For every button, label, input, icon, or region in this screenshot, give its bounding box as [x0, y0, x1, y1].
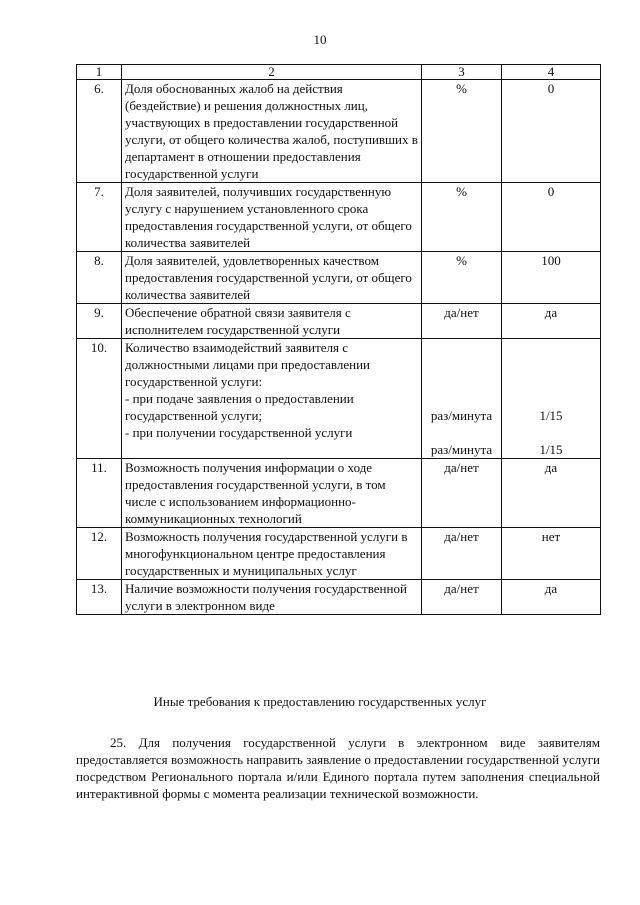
indicators-table — [76, 64, 601, 615]
indicator-subitem: - при получении государственной услуги — [125, 425, 353, 440]
column-header: 3 — [422, 65, 502, 80]
table-row — [77, 304, 601, 339]
indicator-unit: да/нет — [422, 459, 502, 528]
paragraph-25: 25. Для получения государственной услуги в электронном виде заявителям предоставляется возможность направить заявление о предоставлении государственной услуги посредством Регионального портала и/или Единого портала путем заполнения специальной интерактивной формы с момента реализации технической возможности. — [76, 735, 600, 801]
indicator-value: 0 — [502, 183, 601, 252]
row-number: 6. — [77, 80, 122, 183]
indicator-value — [502, 339, 601, 459]
indicator-unit: да/нет — [422, 580, 502, 615]
indicator-text: Возможность получения информации о ходе предоставления государственной услуги, в том числе с использованием информационно-коммуникационных технологий — [122, 459, 422, 528]
indicator-value: да — [502, 304, 601, 339]
page-number: 10 — [313, 32, 327, 47]
row-number: 10. — [77, 339, 122, 459]
subitem-value: 1/15 — [539, 408, 563, 423]
column-header: 2 — [122, 65, 422, 80]
row-number: 9. — [77, 304, 122, 339]
table-row — [77, 80, 601, 183]
indicator-text — [122, 339, 422, 459]
indicator-text: Доля заявителей, получивших государственную услугу с нарушением установленного срока предоставления государственной услуги, от общего количества заявителей — [122, 183, 422, 252]
section-heading: Иные требования к предоставлению государственных услуг — [153, 694, 487, 709]
indicator-subitem: - при подаче заявления о предоставлении государственной услуги; — [125, 391, 354, 423]
indicator-value: нет — [502, 528, 601, 580]
indicator-value: 100 — [502, 252, 601, 304]
subitem-unit: раз/минута — [430, 408, 493, 423]
column-header: 4 — [502, 65, 601, 80]
indicator-unit — [422, 339, 502, 459]
table-row — [77, 528, 601, 580]
indicator-text: Наличие возможности получения государственной услуги в электронном виде — [122, 580, 422, 615]
indicator-text: Возможность получения государственной услуги в многофункциональном центре предоставления государственных и муниципальных услуг — [122, 528, 422, 580]
table-row — [77, 183, 601, 252]
table-header-row — [77, 65, 601, 80]
subitem-unit: раз/минута — [430, 442, 493, 457]
row-number: 12. — [77, 528, 122, 580]
row-number: 7. — [77, 183, 122, 252]
indicator-intro: Количество взаимодействий заявителя с должностными лицами при предоставлении государственной услуги: — [125, 340, 371, 389]
subitem-value: 1/15 — [539, 442, 563, 457]
indicator-unit: % — [422, 80, 502, 183]
row-number: 13. — [77, 580, 122, 615]
indicator-text: Обеспечение обратной связи заявителя с исполнителем государственной услуги — [122, 304, 422, 339]
indicator-unit: да/нет — [422, 528, 502, 580]
indicator-value: да — [502, 459, 601, 528]
table-row — [77, 252, 601, 304]
row-number: 11. — [77, 459, 122, 528]
table-row — [77, 459, 601, 528]
indicator-text: Доля заявителей, удовлетворенных качеством предоставления государственной услуги, от общего количества заявителей — [122, 252, 422, 304]
table-row — [77, 339, 601, 459]
indicator-unit: да/нет — [422, 304, 502, 339]
indicator-value: да — [502, 580, 601, 615]
indicator-text: Доля обоснованных жалоб на действия (бездействие) и решения должностных лиц, участвующих в предоставлении государственной услуги, от общего количества жалоб, поступивших в департамент в отношении предоставления государственной услуги — [122, 80, 422, 183]
table-row — [77, 580, 601, 615]
indicator-value: 0 — [502, 80, 601, 183]
indicator-unit: % — [422, 252, 502, 304]
row-number: 8. — [77, 252, 122, 304]
indicator-unit: % — [422, 183, 502, 252]
column-header: 1 — [77, 65, 122, 80]
